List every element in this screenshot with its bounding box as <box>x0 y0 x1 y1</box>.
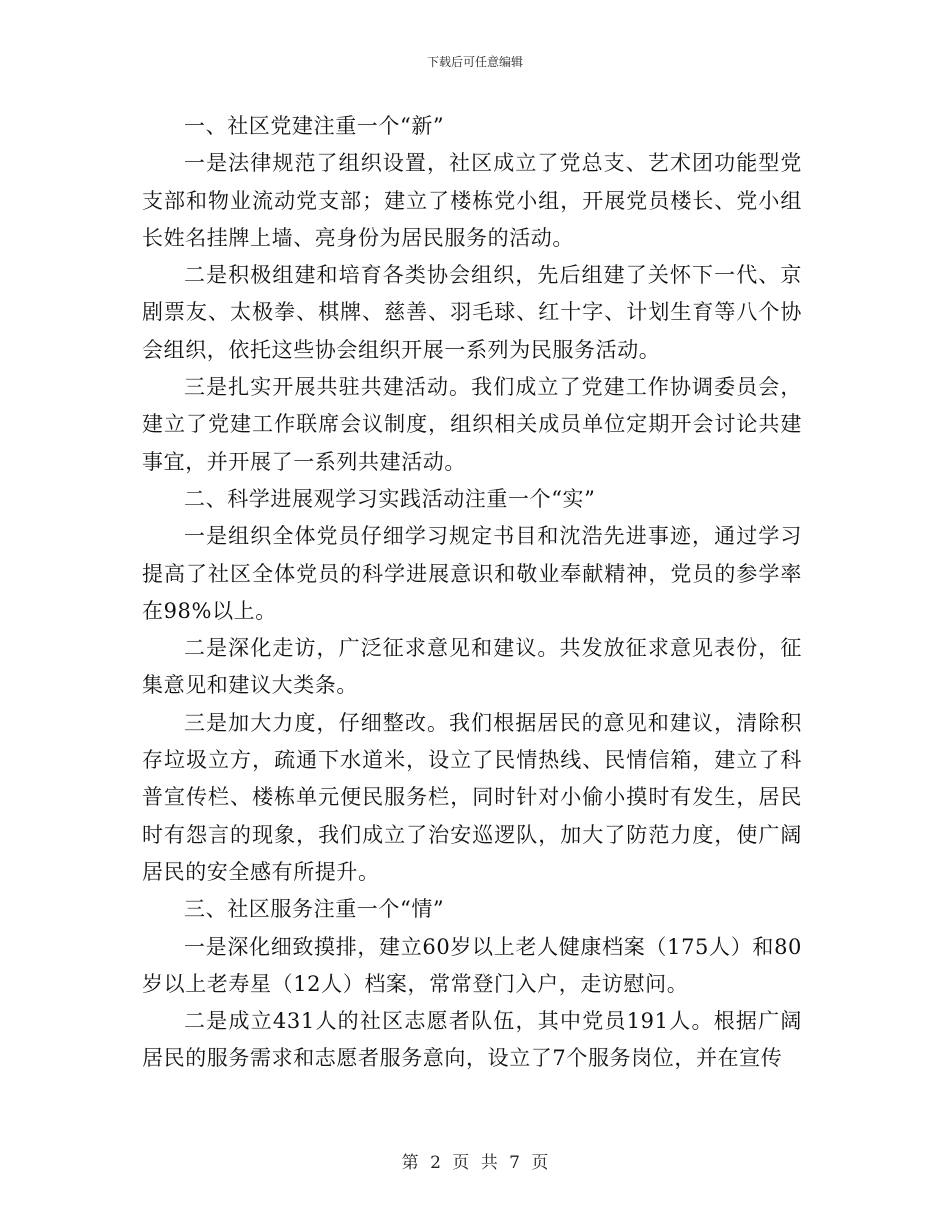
page-footer: 第 2 页 共 7 页 <box>401 1153 549 1173</box>
page-header: 下载后可任意编辑 <box>426 55 523 69</box>
section-heading-3: 三、社区服务注重一个“情” <box>184 897 445 922</box>
paragraph: 一是组织全体党员仔细学习规定书目和沈浩先进事迹，通过学习提高了社区全体党员的科学进展意识和敬业奉献精神，党员的参学率在98%以上。 <box>142 524 802 623</box>
paragraph: 一是法律规范了组织设置，社区成立了党总支、艺术团功能型党支部和物业流动党支部；建立了楼栋党小组，开展党员楼长、党小组长姓名挂牌上墙、亮身份为居民服务的活动。 <box>142 151 802 250</box>
paragraph: 二是成立431人的社区志愿者队伍，其中党员191人。根据广阔居民的服务需求和志愿者服务意向，设立了7个服务岗位，并在宣传 <box>142 1009 802 1071</box>
section-heading-1: 一、社区党建注重一个“新” <box>184 114 445 138</box>
paragraph: 三是扎实开展共驻共建活动。我们成立了党建工作协调委员会，建立了党建工作联席会议制度，组织相关成员单位定期开会讨论共建事宜，并开展了一系列共建活动。 <box>142 375 802 474</box>
paragraph: 一是深化细致摸排，建立60岁以上老人健康档案（175人）和80岁以上老寿星（12人）档案，常常登门入户，走访慰问。 <box>142 934 802 996</box>
section-heading-2: 二、科学进展观学习实践活动注重一个“实” <box>184 486 596 511</box>
document-body <box>142 108 802 1078</box>
paragraph: 二是积极组建和培育各类协会组织，先后组建了关怀下一代、京剧票友、太极拳、棋牌、慈善、羽毛球、红十字、计划生育等八个协会组织，依托这些协会组织开展一系列为民服务活动。 <box>142 263 802 362</box>
paragraph: 三是加大力度，仔细整改。我们根据居民的意见和建议，清除积存垃圾立方，疏通下水道米，设立了民情热线、民情信箱，建立了科普宣传栏、楼栋单元便民服务栏，同时针对小偷小摸时有发生，居民时有怨言的现象，我们成立了治安巡逻队，加大了防范力度，使广阔居民的安全感有所提升。 <box>142 710 802 884</box>
paragraph: 二是深化走访，广泛征求意见和建议。共发放征求意见表份，征集意见和建议大类条。 <box>142 636 802 698</box>
